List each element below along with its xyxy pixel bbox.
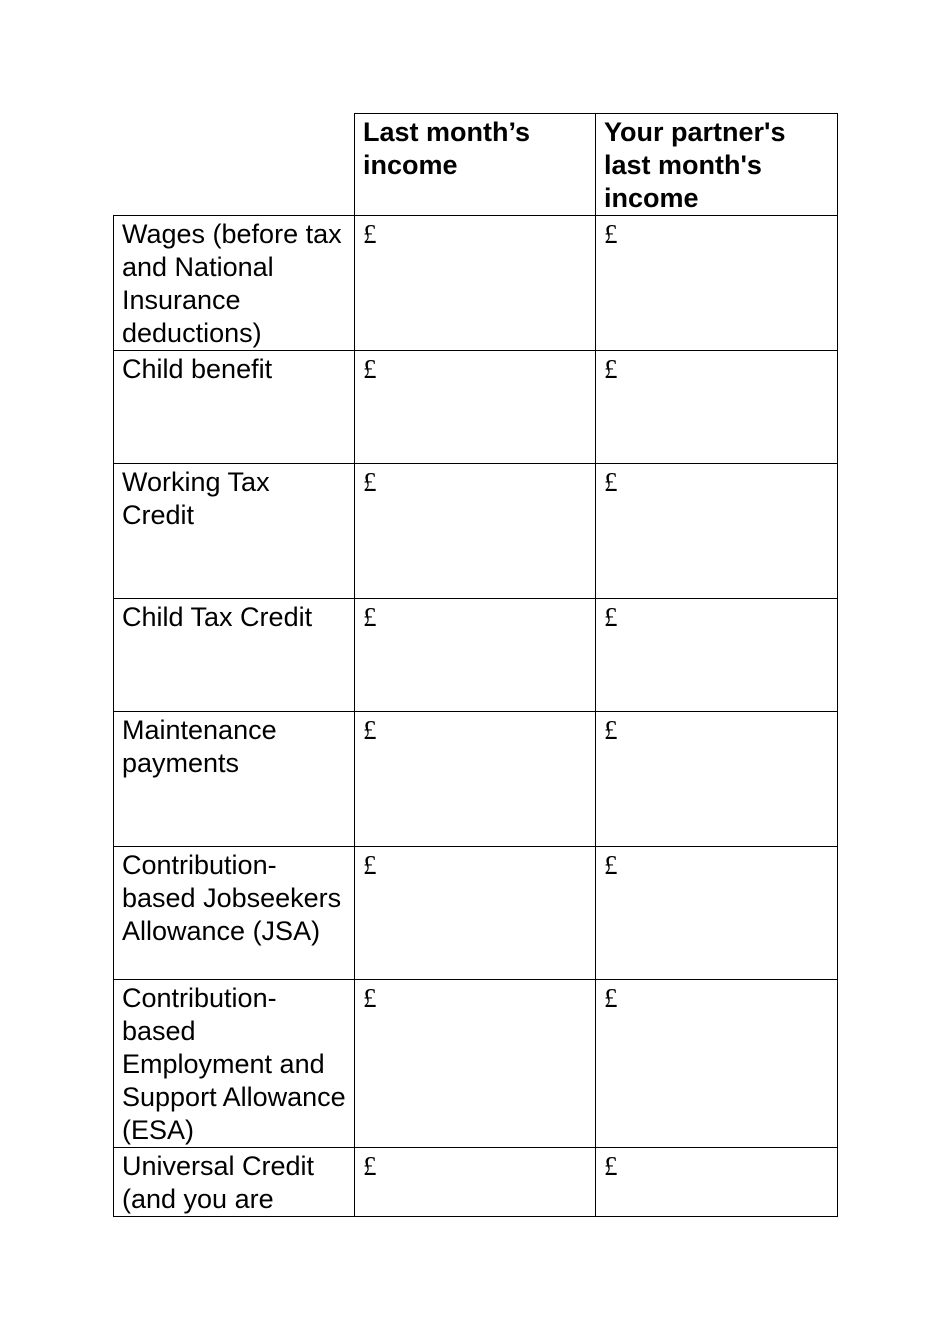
your-income-field[interactable]: £ bbox=[355, 712, 596, 847]
table-row bbox=[114, 980, 838, 1148]
row-label: Child benefit bbox=[114, 351, 355, 464]
your-income-field[interactable]: £ bbox=[355, 464, 596, 599]
partner-income-field[interactable]: £ bbox=[596, 216, 838, 351]
your-income-field[interactable]: £ bbox=[355, 216, 596, 351]
row-label: Universal Credit (and you are bbox=[114, 1148, 355, 1217]
your-income-field[interactable]: £ bbox=[355, 980, 596, 1148]
row-label: Wages (before tax and National Insurance deductions) bbox=[114, 216, 355, 351]
table-row bbox=[114, 464, 838, 599]
partner-income-field[interactable]: £ bbox=[596, 351, 838, 464]
your-income-field[interactable]: £ bbox=[355, 351, 596, 464]
row-label: Working Tax Credit bbox=[114, 464, 355, 599]
header-row bbox=[114, 114, 838, 216]
partner-income-field[interactable]: £ bbox=[596, 599, 838, 712]
partner-income-field[interactable]: £ bbox=[596, 464, 838, 599]
income-table bbox=[113, 113, 838, 1217]
table-row bbox=[114, 1148, 838, 1217]
table-row bbox=[114, 712, 838, 847]
your-income-field[interactable]: £ bbox=[355, 847, 596, 980]
your-income-field[interactable]: £ bbox=[355, 599, 596, 712]
table-row bbox=[114, 599, 838, 712]
table-row bbox=[114, 847, 838, 980]
your-income-field[interactable]: £ bbox=[355, 1148, 596, 1217]
header-blank-cell bbox=[114, 114, 355, 216]
partner-income-field[interactable]: £ bbox=[596, 1148, 838, 1217]
row-label: Child Tax Credit bbox=[114, 599, 355, 712]
header-last-month-income: Last month’s income bbox=[355, 114, 596, 216]
partner-income-field[interactable]: £ bbox=[596, 847, 838, 980]
header-partner-last-month-income: Your partner's last month's income bbox=[596, 114, 838, 216]
partner-income-field[interactable]: £ bbox=[596, 980, 838, 1148]
table-row bbox=[114, 216, 838, 351]
row-label: Contribution-based Jobseekers Allowance (JSA) bbox=[114, 847, 355, 980]
table-row bbox=[114, 351, 838, 464]
row-label: Contribution-based Employment and Support Allowance (ESA) bbox=[114, 980, 355, 1148]
row-label: Maintenance payments bbox=[114, 712, 355, 847]
partner-income-field[interactable]: £ bbox=[596, 712, 838, 847]
